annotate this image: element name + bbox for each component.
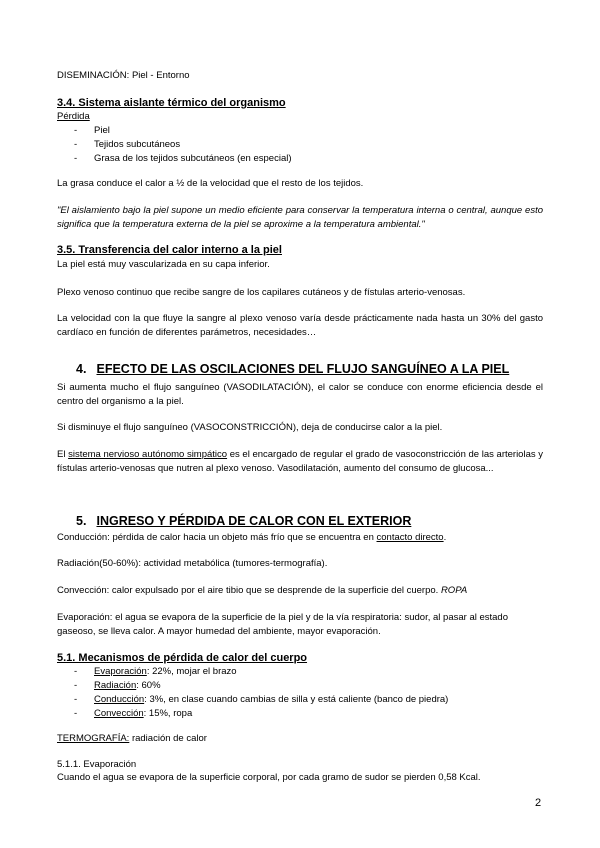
list-item — [74, 679, 448, 693]
list-item: - Tejidos subcutáneos — [74, 138, 292, 152]
underlined-term: sistema nervioso autónomo simpático — [68, 449, 228, 460]
italic-term: ROPA — [440, 585, 468, 596]
loss-list — [74, 124, 292, 166]
heading-5-1-1: 5.1.1. Evaporación — [57, 759, 137, 770]
list-desc: : 15%, ropa — [143, 708, 193, 719]
list-term: Conducción — [94, 694, 145, 705]
underlined-term: contacto directo — [376, 532, 444, 543]
text-span: Conducción: pérdida de calor hacia un objeto más frío que se encuentra en — [57, 532, 374, 543]
heading-4 — [76, 362, 509, 376]
list-desc: : 60% — [136, 680, 161, 691]
list-term: Convección — [94, 708, 144, 719]
mechanisms-list — [74, 665, 448, 721]
section-header: DISEMINACIÓN: Piel - Entorno — [57, 70, 190, 81]
list-item — [74, 707, 448, 721]
paragraph — [57, 732, 543, 746]
paragraph — [57, 531, 543, 545]
paragraph: La grasa conduce el calor a ½ de la velocidad que el resto de los tejidos. — [57, 178, 364, 189]
page-number: 2 — [535, 797, 542, 809]
text-span: radiación de calor — [131, 733, 207, 744]
paragraph: Si disminuye el flujo sanguíneo (VASOCONSTRICCIÓN), deja de conducirse calor a la piel. — [57, 422, 443, 433]
quote-paragraph: "El aislamiento bajo la piel supone un medio eficiente para conservar la temperatura interna o central, aunque esto significa que la temperatura externa de la piel se aproxime a la temperatura ambiental." — [57, 205, 543, 230]
list-item: - Piel — [74, 124, 292, 138]
paragraph: La piel está muy vascularizada en su capa inferior. — [57, 259, 270, 270]
text-span: es el encargado de regular el grado de vasoconstricción de las arteriolas y fístulas arterio-venosas que nutren al plexo venoso. Vasodilatación, aumento del consumo de glucosa... — [57, 449, 544, 474]
heading-title: EFECTO DE LAS OSCILACIONES DEL FLUJO SANGUÍNEO A LA PIEL — [96, 362, 510, 376]
heading-number: 4. — [76, 362, 87, 376]
list-item: - Grasa de los tejidos subcutáneos (en especial) — [74, 152, 292, 166]
heading-title: INGRESO Y PÉRDIDA DE CALOR CON EL EXTERIOR — [96, 514, 412, 528]
paragraph: La velocidad con la que fluye la sangre al plexo venoso varía desde prácticamente nada hasta un 30% del gasto cardíaco en función de diferentes parámetros, necesidades… — [57, 313, 543, 338]
list-term: Radiación — [94, 680, 137, 691]
text-span: . — [443, 532, 447, 543]
paragraph — [57, 584, 543, 598]
paragraph — [57, 448, 543, 476]
heading-number: 5. — [76, 514, 87, 528]
paragraph: Si aumenta mucho el flujo sanguíneo (VASODILATACIÓN), el calor se conduce con enorme eficiencia desde el centro del organismo a la piel. — [57, 382, 543, 407]
underlined-term: TERMOGRAFÍA: — [57, 733, 130, 744]
paragraph: Evaporación: el agua se evapora de la superficie de la piel y de la vía respiratoria: sudor, al pasar al estado gaseoso, se lleva calor. A mayor humedad del ambiente, mayor evaporación. — [57, 612, 508, 637]
list-term: Evaporación — [94, 666, 147, 677]
list-item — [74, 665, 448, 679]
heading-5-1: 5.1. Mecanismos de pérdida de calor del cuerpo — [57, 652, 308, 664]
loss-label: Pérdida — [57, 111, 90, 122]
text-span: Convección: calor expulsado por el aire tibio que se desprende de la superficie del cuerpo. — [57, 585, 439, 596]
heading-3-4: 3.4. Sistema aislante térmico del organismo — [57, 97, 286, 109]
list-desc: : 3%, en clase cuando cambias de silla y está caliente (banco de piedra) — [144, 694, 449, 705]
list-desc: : 22%, mojar el brazo — [146, 666, 237, 677]
text-span: El — [57, 449, 66, 460]
list-item — [74, 693, 448, 707]
paragraph: Radiación(50-60%): actividad metabólica (tumores-termografía). — [57, 558, 328, 569]
paragraph: Plexo venoso continuo que recibe sangre de los capilares cutáneos y de fístulas arterio-venosas. — [57, 287, 466, 298]
heading-3-5: 3.5. Transferencia del calor interno a la piel — [57, 244, 282, 256]
paragraph: Cuando el agua se evapora de la superficie corporal, por cada gramo de sudor se pierden 0,58 Kcal. — [57, 772, 481, 783]
heading-5 — [76, 514, 411, 528]
